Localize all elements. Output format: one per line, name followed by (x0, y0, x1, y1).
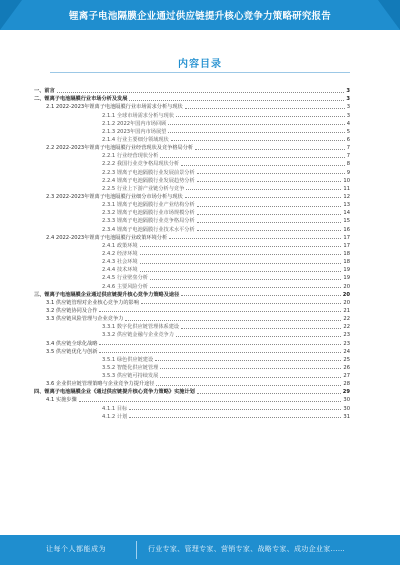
toc-dot-leader (197, 230, 342, 231)
toc-entry-page: 31 (343, 413, 350, 420)
toc-dot-leader (197, 206, 342, 207)
toc-dot-leader (140, 263, 342, 264)
toc-entry[interactable] (34, 322, 350, 330)
toc-entry-title: 3.2 供应链协同及合作 (46, 307, 98, 314)
toc-entry[interactable] (34, 151, 350, 159)
toc-dot-leader (176, 336, 341, 337)
toc-entry-title: 2.3 2022-2023年锂离子电池隔膜行业细分市场分析与现状 (46, 193, 183, 200)
table-of-contents (34, 86, 350, 420)
toc-entry-title: 2.4.2 经济环境 (102, 250, 138, 257)
toc-entry-page: 20 (343, 299, 350, 306)
toc-entry-page: 22 (343, 324, 350, 331)
toc-entry[interactable] (34, 371, 350, 379)
toc-entry-page: 17 (343, 242, 350, 249)
toc-entry[interactable] (34, 216, 350, 224)
toc-entry[interactable] (34, 395, 350, 403)
toc-entry-title: 3.1 供应链管理对企业核心竞争力的影响 (46, 299, 139, 306)
toc-entry-page: 18 (343, 250, 350, 257)
toc-dot-leader (197, 393, 341, 394)
toc-entry[interactable] (34, 273, 350, 281)
toc-entry-page: 6 (346, 136, 350, 143)
toc-dot-leader (197, 214, 342, 215)
toc-dot-leader (186, 189, 341, 190)
toc-dot-leader (155, 360, 341, 361)
toc-entry-page: 3 (346, 88, 350, 95)
toc-entry-title: 2.1.3 2023年国内市场展望 (102, 128, 167, 135)
footer-divider (136, 541, 137, 559)
toc-entry[interactable] (34, 224, 350, 232)
toc-entry[interactable] (34, 176, 350, 184)
toc-entry-page: 19 (343, 275, 350, 282)
toc-entry-page: 21 (343, 307, 350, 314)
toc-dot-leader (181, 165, 345, 166)
report-header-bar (0, 0, 400, 30)
toc-entry[interactable] (34, 306, 350, 314)
toc-entry[interactable] (34, 387, 350, 395)
toc-entry[interactable] (34, 127, 350, 135)
toc-dot-leader (160, 377, 341, 378)
toc-entry-page: 3 (346, 112, 350, 119)
toc-dot-leader (160, 368, 341, 369)
toc-dot-leader (185, 108, 345, 109)
toc-entry-title: 2.4.4 技术环境 (102, 267, 138, 274)
toc-dot-leader (79, 401, 342, 402)
toc-dot-leader (141, 303, 341, 304)
toc-entry-title: 2.3.2 锂离子电池隔膜行业市场规模分析 (102, 210, 195, 217)
toc-dot-leader (185, 197, 342, 198)
toc-entry-page: 19 (343, 267, 350, 274)
toc-entry-title: 2.1 2022-2023年锂离子电池隔膜行业市场需求分析与现状 (46, 104, 183, 111)
toc-dot-leader (140, 271, 342, 272)
toc-entry-title: 2.2.4 锂离子电池隔膜行业发展趋势分析 (102, 177, 195, 184)
toc-entry-title: 3.3.2 供应链金融与企业竞争力 (102, 332, 174, 339)
toc-entry[interactable] (34, 110, 350, 118)
toc-entry-page: 25 (343, 356, 350, 363)
toc-entry-title: 2.4.5 行业壁垒分析 (102, 275, 148, 282)
toc-entry-title: 2.3.4 锂离子电池隔膜行业技术水平分析 (102, 226, 195, 233)
toc-entry-page: 14 (343, 210, 350, 217)
toc-entry-title: 2.4.6 主要风险分析 (102, 283, 148, 290)
toc-entry-title: 一、前言 (34, 88, 55, 95)
toc-entry-title: 2.1.4 行业主要细分领域现状 (102, 136, 169, 143)
toc-entry[interactable] (34, 265, 350, 273)
toc-entry-page: 16 (343, 226, 350, 233)
footer-bar (0, 535, 400, 565)
toc-entry[interactable] (34, 347, 350, 355)
toc-entry[interactable] (34, 86, 350, 94)
toc-entry-title: 3.5 供应链优化与创新 (46, 348, 98, 355)
toc-entry[interactable] (34, 290, 350, 298)
toc-entry-page: 26 (343, 364, 350, 371)
toc-dot-leader (140, 246, 342, 247)
toc-entry-page: 17 (343, 234, 350, 241)
toc-entry-title: 4.1 实施步骤 (46, 397, 77, 404)
toc-entry-page: 30 (343, 405, 350, 412)
toc-dot-leader (99, 311, 341, 312)
toc-entry-title: 4.1.2 计划 (102, 413, 128, 420)
toc-entry-title: 2.2.3 锂离子电池隔膜行业发展前景分析 (102, 169, 195, 176)
toc-entry[interactable] (34, 94, 350, 102)
toc-entry[interactable] (34, 167, 350, 175)
toc-entry-page: 20 (342, 291, 350, 298)
toc-entry[interactable] (34, 192, 350, 200)
toc-entry[interactable] (34, 102, 350, 110)
toc-entry[interactable] (34, 412, 350, 420)
toc-dot-leader (197, 173, 345, 174)
toc-entry-page: 12 (343, 193, 350, 200)
toc-dot-leader (156, 385, 341, 386)
toc-entry-page: 18 (343, 259, 350, 266)
toc-dot-leader (160, 157, 344, 158)
footer-slogan: 让每个人都能成为 (46, 545, 106, 553)
toc-entry-title: 2.2.5 行业上下游产业链分析与竞争 (102, 185, 185, 192)
toc-entry[interactable] (34, 208, 350, 216)
toc-entry-page: 5 (346, 128, 350, 135)
toc-entry[interactable] (34, 257, 350, 265)
toc-entry-page: 13 (343, 202, 350, 209)
toc-entry[interactable] (34, 184, 350, 192)
toc-entry-page: 9 (346, 169, 350, 176)
toc-dot-leader (129, 417, 341, 418)
toc-dot-leader (57, 92, 345, 93)
toc-entry-title: 2.4.3 社会环境 (102, 259, 138, 266)
toc-dot-leader (197, 181, 342, 182)
toc-entry-page: 10 (343, 177, 350, 184)
toc-entry-page: 29 (342, 389, 350, 396)
toc-entry[interactable] (34, 241, 350, 249)
toc-dot-leader (195, 149, 345, 150)
toc-entry[interactable] (34, 338, 350, 346)
toc-entry-title: 2.1.1 全球市场需求分析与现状 (102, 112, 174, 119)
toc-entry[interactable] (34, 143, 350, 151)
toc-entry-page: 24 (343, 348, 350, 355)
toc-dot-leader (168, 124, 344, 125)
toc-dot-leader (125, 320, 341, 321)
toc-dot-leader (150, 287, 341, 288)
toc-entry-page: 11 (343, 185, 350, 192)
toc-entry-title: 2.3.1 锂离子电池隔膜行业产业结构分析 (102, 202, 195, 209)
toc-dot-leader (169, 238, 341, 239)
toc-entry-title: 2.4.1 政策环境 (102, 242, 138, 249)
toc-entry-title: 2.1.2 2022年国内市场回顾 (102, 120, 167, 127)
toc-entry-page: 28 (343, 381, 350, 388)
toc-entry-title: 4.1.1 目标 (102, 405, 128, 412)
toc-dot-leader (176, 116, 345, 117)
toc-entry[interactable] (34, 379, 350, 387)
toc-entry-title: 3.5.3 供应链可持续发展 (102, 373, 159, 380)
toc-entry-page: 3 (346, 104, 350, 111)
toc-entry[interactable] (34, 159, 350, 167)
toc-dot-leader (140, 254, 342, 255)
toc-dot-leader (171, 140, 345, 141)
toc-entry-title: 3.3.1 数字化供应链管理体系建设 (102, 324, 180, 331)
toc-entry-title: 二、锂离子电池隔膜行业市场分析及发展 (34, 96, 128, 103)
toc-entry[interactable] (34, 249, 350, 257)
toc-entry-page: 23 (343, 332, 350, 339)
toc-entry[interactable] (34, 298, 350, 306)
toc-entry-title: 3.6 企业供应链管理策略与企业竞争力提升途径 (46, 381, 155, 388)
toc-entry-page: 7 (346, 145, 350, 152)
toc-entry-page: 23 (343, 340, 350, 347)
toc-heading: 内容目录 (178, 59, 222, 70)
toc-dot-leader (129, 100, 344, 101)
toc-dot-leader (197, 222, 342, 223)
toc-entry-page: 15 (343, 218, 350, 225)
toc-dot-leader (99, 352, 341, 353)
toc-entry-title: 2.4 2022-2023年锂离子电池隔膜行业政策环境分析 (46, 234, 168, 241)
toc-entry-page: 30 (343, 397, 350, 404)
toc-dot-leader (150, 279, 341, 280)
toc-entry-title: 2.2 2022-2023年锂离子电池隔膜行业经营现状及竞争格局分析 (46, 145, 194, 152)
report-title: 锂离子电池隔膜企业通过供应链提升核心竞争力策略研究报告 (69, 11, 331, 22)
toc-entry-page: 22 (343, 316, 350, 323)
toc-entry-page: 20 (343, 283, 350, 290)
toc-dot-leader (181, 295, 341, 296)
toc-entry-page: 27 (343, 373, 350, 380)
toc-entry[interactable] (34, 233, 350, 241)
toc-entry[interactable] (34, 355, 350, 363)
toc-entry[interactable] (34, 330, 350, 338)
toc-entry-title: 3.5.1 绿色供应链建设 (102, 356, 154, 363)
toc-entry-page: 4 (346, 120, 350, 127)
toc-entry[interactable] (34, 314, 350, 322)
toc-entry-page: 8 (346, 161, 350, 168)
toc-entry[interactable] (34, 403, 350, 411)
toc-dot-leader (168, 132, 344, 133)
toc-entry-title: 3.5.2 智能化供应链管理 (102, 364, 159, 371)
toc-entry[interactable] (34, 363, 350, 371)
toc-entry[interactable] (34, 281, 350, 289)
toc-entry-title: 3.3 供应链风险管理与企业竞争力 (46, 316, 124, 323)
toc-entry-title: 四、锂离子电池隔膜企业《通过供应链提升核心竞争力策略》实施计划 (34, 389, 195, 396)
toc-heading-divider (50, 72, 350, 73)
toc-dot-leader (181, 328, 341, 329)
toc-dot-leader (129, 409, 341, 410)
footer-roles: 行业专家、管理专家、营销专家、战略专家、成功企业家…… (148, 545, 346, 553)
toc-entry-page: 7 (346, 153, 350, 160)
toc-entry-title: 2.2.1 行业经营现状分析 (102, 153, 159, 160)
toc-entry[interactable] (34, 200, 350, 208)
toc-entry-page: 3 (346, 96, 350, 103)
toc-entry-title: 2.2.2 我国行业竞争格局现状分析 (102, 161, 180, 168)
toc-entry[interactable] (34, 119, 350, 127)
toc-entry-title: 2.3.3 锂离子电池隔膜行业竞争格局分析 (102, 218, 195, 225)
toc-entry-title: 三、锂离子电池隔膜企业通过供应链提升核心竞争力策略及途径 (34, 291, 180, 298)
toc-entry[interactable] (34, 135, 350, 143)
toc-dot-leader (99, 344, 341, 345)
toc-entry-title: 3.4 供应链全球化战略 (46, 340, 98, 347)
